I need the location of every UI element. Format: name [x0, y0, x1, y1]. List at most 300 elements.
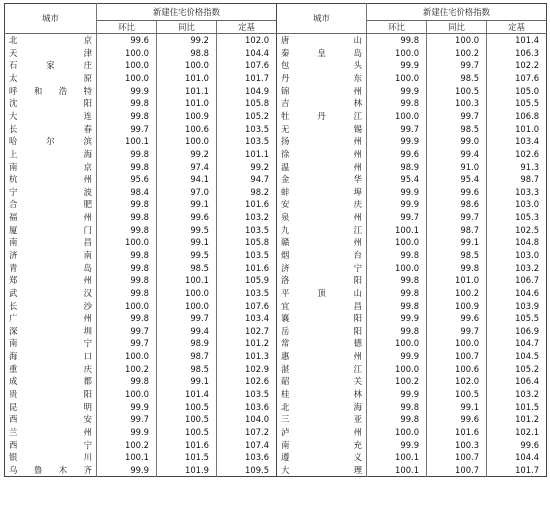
yoy-value-right: 101.6 [427, 426, 487, 439]
yoy-value-right: 99.1 [427, 401, 487, 414]
mom-value-left: 99.9 [97, 464, 157, 477]
yoy-value-left: 99.5 [157, 249, 217, 262]
city-name-left: 长春 [9, 123, 92, 134]
city-name-right: 无锡 [277, 122, 367, 135]
fixed-base-value-left: 107.2 [217, 426, 277, 439]
fixed-base-value-right: 101.7 [487, 464, 547, 477]
table-row [5, 110, 547, 123]
yoy-value-right: 101.0 [427, 274, 487, 287]
yoy-value-left: 98.9 [157, 337, 217, 350]
fixed-base-value-right: 106.4 [487, 375, 547, 388]
fixed-base-value-left: 101.7 [217, 72, 277, 85]
city-name-left: 南京 [9, 161, 92, 172]
fixed-base-value-left: 94.7 [217, 173, 277, 186]
yoy-value-right: 102.0 [427, 375, 487, 388]
yoy-value-left: 100.0 [157, 135, 217, 148]
mom-value-left: 99.8 [97, 198, 157, 211]
mom-header-left: 环比 [97, 21, 157, 34]
fixed-base-value-left: 101.3 [217, 350, 277, 363]
mom-value-right: 100.0 [367, 262, 427, 275]
mom-value-left: 100.0 [97, 59, 157, 72]
table-row [5, 451, 547, 464]
fixed-base-value-left: 104.0 [217, 413, 277, 426]
mom-value-left: 99.7 [97, 122, 157, 135]
fixed-base-value-right: 105.2 [487, 363, 547, 376]
yoy-value-right: 100.3 [427, 97, 487, 110]
yoy-value-left: 100.0 [157, 287, 217, 300]
mom-value-left: 99.8 [97, 160, 157, 173]
table-row [5, 337, 547, 350]
table-row [5, 363, 547, 376]
yoy-value-right: 91.0 [427, 160, 487, 173]
city-name-left: 银川 [9, 452, 92, 463]
mom-value-right: 99.9 [367, 85, 427, 98]
fixed-base-value-left: 101.1 [217, 148, 277, 161]
table-row [5, 287, 547, 300]
mom-value-right: 99.8 [367, 299, 427, 312]
yoy-value-left: 100.0 [157, 299, 217, 312]
fixed-base-value-right: 104.5 [487, 350, 547, 363]
city-name-left: 兰州 [9, 426, 92, 437]
yoy-value-left: 101.4 [157, 388, 217, 401]
index-group-header-left: 新建住宅价格指数 [97, 4, 277, 21]
city-name-right: 唐山 [277, 34, 367, 47]
table-row [5, 160, 547, 173]
fixed-base-value-left: 104.4 [217, 47, 277, 60]
city-name-right: 湛江 [277, 363, 367, 376]
yoy-value-right: 98.7 [427, 224, 487, 237]
city-name-left: 广州 [9, 313, 92, 324]
mom-value-left: 99.8 [97, 312, 157, 325]
table-row [5, 186, 547, 199]
city-name-right: 北海 [277, 401, 367, 414]
city-name-left: 厦门 [9, 224, 92, 235]
yoy-value-right: 99.4 [427, 148, 487, 161]
yoy-value-right: 100.9 [427, 299, 487, 312]
city-name-right: 南充 [277, 439, 367, 452]
fixed-base-value-left: 101.6 [217, 198, 277, 211]
fixed-base-header-left: 定基 [217, 21, 277, 34]
fixed-base-value-left: 105.2 [217, 110, 277, 123]
fixed-base-value-left: 109.5 [217, 464, 277, 477]
mom-value-right: 95.4 [367, 173, 427, 186]
yoy-value-right: 99.6 [427, 413, 487, 426]
table-row [5, 85, 547, 98]
mom-value-right: 99.8 [367, 97, 427, 110]
city-name-left: 北京 [9, 35, 92, 46]
city-name-right: 惠州 [277, 350, 367, 363]
city-name-right: 包头 [277, 59, 367, 72]
table-row [5, 375, 547, 388]
mom-value-left: 100.1 [97, 451, 157, 464]
yoy-value-right: 100.2 [427, 287, 487, 300]
price-index-table [4, 3, 547, 477]
city-name-right: 赣州 [277, 236, 367, 249]
mom-value-left: 99.8 [97, 148, 157, 161]
mom-value-left: 99.8 [97, 224, 157, 237]
table-row [5, 198, 547, 211]
yoy-value-right: 100.2 [427, 47, 487, 60]
yoy-value-right: 100.5 [427, 85, 487, 98]
city-name-right: 大理 [277, 464, 367, 477]
table-body [5, 34, 547, 477]
yoy-value-right: 99.7 [427, 59, 487, 72]
city-name-right: 泸州 [277, 426, 367, 439]
fixed-base-value-left: 103.5 [217, 388, 277, 401]
table-row [5, 350, 547, 363]
mom-value-right: 99.9 [367, 388, 427, 401]
city-name-left: 哈尔滨 [9, 136, 92, 147]
city-name-left: 上海 [9, 148, 92, 159]
city-name-right: 秦皇岛 [277, 47, 367, 60]
fixed-base-header-right: 定基 [487, 21, 547, 34]
mom-value-left: 95.6 [97, 173, 157, 186]
yoy-value-left: 101.9 [157, 464, 217, 477]
fixed-base-value-left: 103.6 [217, 451, 277, 464]
fixed-base-value-right: 107.6 [487, 72, 547, 85]
table-row [5, 173, 547, 186]
mom-value-right: 100.0 [367, 236, 427, 249]
fixed-base-value-left: 103.5 [217, 249, 277, 262]
fixed-base-value-right: 106.7 [487, 274, 547, 287]
table-row [5, 262, 547, 275]
city-name-right: 济宁 [277, 262, 367, 275]
city-name-right: 扬州 [277, 135, 367, 148]
mom-value-right: 99.9 [367, 59, 427, 72]
table-row [5, 413, 547, 426]
fixed-base-value-left: 105.9 [217, 274, 277, 287]
city-name-right: 金华 [277, 173, 367, 186]
yoy-value-left: 99.1 [157, 198, 217, 211]
mom-value-right: 99.8 [367, 34, 427, 47]
city-name-right: 泉州 [277, 211, 367, 224]
mom-value-left: 100.0 [97, 388, 157, 401]
yoy-value-left: 100.6 [157, 122, 217, 135]
city-name-left: 南宁 [9, 338, 92, 349]
fixed-base-value-right: 104.4 [487, 451, 547, 464]
mom-value-left: 99.9 [97, 85, 157, 98]
yoy-value-right: 99.6 [427, 312, 487, 325]
city-name-right: 宜昌 [277, 299, 367, 312]
mom-value-right: 100.0 [367, 337, 427, 350]
yoy-value-left: 99.7 [157, 312, 217, 325]
fixed-base-value-right: 102.1 [487, 426, 547, 439]
yoy-value-left: 99.1 [157, 375, 217, 388]
mom-value-left: 99.7 [97, 413, 157, 426]
city-name-left: 长沙 [9, 300, 92, 311]
table-row [5, 274, 547, 287]
fixed-base-value-right: 106.3 [487, 47, 547, 60]
table-row [5, 426, 547, 439]
mom-value-right: 100.1 [367, 224, 427, 237]
mom-value-right: 100.1 [367, 464, 427, 477]
price-index-table-wrapper [4, 3, 546, 503]
city-name-right: 蚌埠 [277, 186, 367, 199]
mom-value-left: 99.8 [97, 97, 157, 110]
table-row [5, 401, 547, 414]
yoy-value-left: 101.6 [157, 439, 217, 452]
city-name-left: 沈阳 [9, 98, 92, 109]
table-row [5, 464, 547, 477]
city-name-right: 遵义 [277, 451, 367, 464]
city-name-right: 吉林 [277, 97, 367, 110]
table-row [5, 59, 547, 72]
yoy-value-left: 100.5 [157, 413, 217, 426]
fixed-base-value-right: 104.8 [487, 236, 547, 249]
city-name-right: 岳阳 [277, 325, 367, 338]
fixed-base-value-right: 102.6 [487, 148, 547, 161]
city-name-left: 大连 [9, 110, 92, 121]
mom-value-right: 98.9 [367, 160, 427, 173]
fixed-base-value-right: 102.5 [487, 224, 547, 237]
fixed-base-value-right: 105.3 [487, 211, 547, 224]
yoy-value-left: 101.5 [157, 451, 217, 464]
fixed-base-value-right: 103.9 [487, 299, 547, 312]
fixed-base-value-right: 106.8 [487, 110, 547, 123]
table-row [5, 47, 547, 60]
mom-value-right: 99.9 [367, 350, 427, 363]
fixed-base-value-right: 101.5 [487, 401, 547, 414]
mom-value-right: 99.8 [367, 287, 427, 300]
mom-value-left: 99.8 [97, 375, 157, 388]
mom-value-right: 99.8 [367, 401, 427, 414]
city-name-right: 襄阳 [277, 312, 367, 325]
city-column-header-left: 城市 [5, 4, 97, 34]
mom-value-right: 99.9 [367, 312, 427, 325]
mom-value-right: 99.9 [367, 198, 427, 211]
yoy-value-right: 100.0 [427, 34, 487, 47]
city-name-right: 温州 [277, 160, 367, 173]
fixed-base-value-right: 106.9 [487, 325, 547, 338]
yoy-value-right: 100.3 [427, 439, 487, 452]
mom-value-left: 98.4 [97, 186, 157, 199]
yoy-value-left: 101.1 [157, 85, 217, 98]
yoy-value-left: 99.1 [157, 236, 217, 249]
city-name-right: 三亚 [277, 413, 367, 426]
mom-value-left: 100.2 [97, 439, 157, 452]
mom-value-right: 100.0 [367, 47, 427, 60]
yoy-value-left: 94.1 [157, 173, 217, 186]
yoy-value-left: 101.0 [157, 72, 217, 85]
city-name-left: 宁波 [9, 186, 92, 197]
city-name-left: 郑州 [9, 275, 92, 286]
fixed-base-value-left: 98.2 [217, 186, 277, 199]
yoy-value-left: 99.6 [157, 211, 217, 224]
fixed-base-value-left: 103.5 [217, 287, 277, 300]
city-name-left: 重庆 [9, 363, 92, 374]
table-row [5, 135, 547, 148]
mom-value-left: 99.8 [97, 274, 157, 287]
yoy-header-right: 同比 [427, 21, 487, 34]
city-name-left: 西宁 [9, 439, 92, 450]
table-row [5, 122, 547, 135]
fixed-base-value-right: 102.2 [487, 59, 547, 72]
yoy-value-right: 99.6 [427, 186, 487, 199]
city-name-left: 青岛 [9, 262, 92, 273]
table-row [5, 72, 547, 85]
city-name-left: 呼和浩特 [9, 85, 92, 96]
mom-value-right: 100.0 [367, 363, 427, 376]
index-group-header-right: 新建住宅价格指数 [367, 4, 547, 21]
table-row [5, 236, 547, 249]
fixed-base-value-left: 102.6 [217, 375, 277, 388]
fixed-base-value-right: 103.0 [487, 198, 547, 211]
yoy-value-left: 99.2 [157, 148, 217, 161]
yoy-value-left: 100.5 [157, 426, 217, 439]
yoy-value-right: 99.1 [427, 236, 487, 249]
city-name-left: 石家庄 [9, 60, 92, 71]
yoy-value-left: 100.5 [157, 401, 217, 414]
fixed-base-value-right: 105.0 [487, 85, 547, 98]
yoy-value-left: 97.4 [157, 160, 217, 173]
city-name-right: 洛阳 [277, 274, 367, 287]
city-name-right: 安庆 [277, 198, 367, 211]
fixed-base-value-left: 107.6 [217, 299, 277, 312]
city-name-right: 常德 [277, 337, 367, 350]
mom-value-left: 99.7 [97, 337, 157, 350]
fixed-base-value-right: 105.5 [487, 312, 547, 325]
mom-value-right: 99.8 [367, 274, 427, 287]
yoy-value-right: 100.7 [427, 350, 487, 363]
yoy-value-left: 101.0 [157, 97, 217, 110]
mom-value-right: 99.9 [367, 135, 427, 148]
fixed-base-value-left: 103.4 [217, 312, 277, 325]
yoy-value-left: 98.5 [157, 262, 217, 275]
yoy-value-right: 99.7 [427, 325, 487, 338]
fixed-base-value-right: 91.3 [487, 160, 547, 173]
fixed-base-value-left: 105.8 [217, 236, 277, 249]
city-column-header-right: 城市 [277, 4, 367, 34]
yoy-value-left: 97.0 [157, 186, 217, 199]
yoy-value-left: 99.5 [157, 224, 217, 237]
yoy-value-right: 99.7 [427, 211, 487, 224]
fixed-base-value-left: 103.5 [217, 224, 277, 237]
mom-value-right: 99.8 [367, 325, 427, 338]
mom-value-right: 100.0 [367, 426, 427, 439]
fixed-base-value-right: 103.4 [487, 135, 547, 148]
city-name-left: 福州 [9, 212, 92, 223]
mom-value-right: 99.9 [367, 439, 427, 452]
yoy-value-right: 100.7 [427, 464, 487, 477]
yoy-value-left: 98.5 [157, 363, 217, 376]
fixed-base-value-left: 103.5 [217, 122, 277, 135]
mom-value-right: 99.8 [367, 249, 427, 262]
fixed-base-value-left: 104.9 [217, 85, 277, 98]
mom-value-left: 100.0 [97, 236, 157, 249]
city-name-right: 丹东 [277, 72, 367, 85]
fixed-base-value-left: 102.0 [217, 34, 277, 47]
mom-value-left: 100.0 [97, 72, 157, 85]
mom-value-left: 100.2 [97, 363, 157, 376]
mom-value-left: 99.9 [97, 401, 157, 414]
city-name-left: 济南 [9, 250, 92, 260]
city-name-right: 烟台 [277, 249, 367, 262]
city-name-left: 武汉 [9, 287, 92, 298]
city-name-right: 韶关 [277, 375, 367, 388]
fixed-base-value-right: 98.7 [487, 173, 547, 186]
mom-value-right: 100.0 [367, 72, 427, 85]
city-name-left: 杭州 [9, 174, 92, 185]
mom-value-right: 100.2 [367, 375, 427, 388]
city-name-left: 贵阳 [9, 389, 92, 400]
fixed-base-value-right: 104.6 [487, 287, 547, 300]
city-name-right: 牡丹江 [277, 110, 367, 123]
fixed-base-value-right: 101.2 [487, 413, 547, 426]
table-row [5, 325, 547, 338]
yoy-value-right: 98.5 [427, 249, 487, 262]
city-name-left: 南昌 [9, 237, 92, 248]
fixed-base-value-left: 107.6 [217, 59, 277, 72]
fixed-base-value-left: 102.9 [217, 363, 277, 376]
yoy-value-right: 98.5 [427, 122, 487, 135]
city-name-left: 成都 [9, 376, 92, 387]
yoy-value-right: 100.6 [427, 363, 487, 376]
city-name-left: 太原 [9, 73, 92, 84]
table-row [5, 249, 547, 262]
table-row [5, 34, 547, 47]
fixed-base-value-left: 99.2 [217, 160, 277, 173]
table-row [5, 299, 547, 312]
fixed-base-value-right: 104.7 [487, 337, 547, 350]
city-name-right: 桂林 [277, 388, 367, 401]
fixed-base-value-left: 103.6 [217, 401, 277, 414]
mom-value-left: 99.7 [97, 325, 157, 338]
mom-value-left: 100.0 [97, 350, 157, 363]
mom-value-left: 99.8 [97, 287, 157, 300]
fixed-base-value-right: 101.0 [487, 122, 547, 135]
yoy-value-right: 98.5 [427, 72, 487, 85]
yoy-value-right: 99.7 [427, 110, 487, 123]
fixed-base-value-right: 103.0 [487, 249, 547, 262]
fixed-base-value-left: 103.2 [217, 211, 277, 224]
table-row [5, 148, 547, 161]
yoy-value-left: 100.0 [157, 59, 217, 72]
fixed-base-value-right: 103.2 [487, 262, 547, 275]
yoy-value-left: 100.9 [157, 110, 217, 123]
yoy-value-left: 100.1 [157, 274, 217, 287]
yoy-value-left: 98.7 [157, 350, 217, 363]
mom-header-right: 环比 [367, 21, 427, 34]
yoy-value-right: 95.4 [427, 173, 487, 186]
city-name-right: 平顶山 [277, 287, 367, 300]
mom-value-left: 100.0 [97, 299, 157, 312]
table-row [5, 388, 547, 401]
mom-value-left: 99.6 [97, 34, 157, 47]
fixed-base-value-right: 105.5 [487, 97, 547, 110]
yoy-header-left: 同比 [157, 21, 217, 34]
fixed-base-value-left: 101.2 [217, 337, 277, 350]
yoy-value-right: 100.0 [427, 337, 487, 350]
mom-value-left: 100.1 [97, 135, 157, 148]
city-name-left: 合肥 [9, 199, 92, 210]
fixed-base-value-left: 107.4 [217, 439, 277, 452]
table-row [5, 97, 547, 110]
yoy-value-left: 99.2 [157, 34, 217, 47]
mom-value-left: 100.0 [97, 47, 157, 60]
city-name-left: 天津 [9, 47, 92, 58]
table-row [5, 439, 547, 452]
yoy-value-left: 99.4 [157, 325, 217, 338]
mom-value-right: 99.7 [367, 211, 427, 224]
fixed-base-value-right: 103.2 [487, 388, 547, 401]
mom-value-left: 99.8 [97, 211, 157, 224]
mom-value-right: 99.7 [367, 122, 427, 135]
fixed-base-value-left: 103.5 [217, 135, 277, 148]
mom-value-right: 99.6 [367, 148, 427, 161]
table-row [5, 211, 547, 224]
yoy-value-left: 98.8 [157, 47, 217, 60]
mom-value-right: 99.8 [367, 413, 427, 426]
